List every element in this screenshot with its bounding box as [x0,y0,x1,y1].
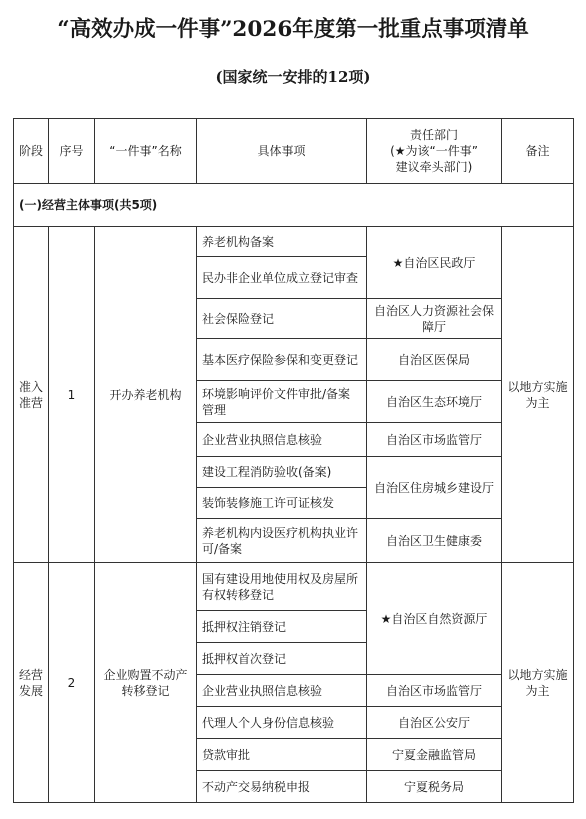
group1-no: 1 [49,227,95,563]
group2-item: 企业营业执照信息核验 [197,675,367,707]
group2-remark: 以地方实施为主 [502,563,574,803]
group1-item: 装饰装修施工许可证核发 [197,488,367,519]
group1-remark: 以地方实施为主 [502,227,574,563]
group2-no: 2 [49,563,95,803]
group1-item: 民办非企业单位成立登记审查 [197,257,367,299]
group1-item: 社会保险登记 [197,299,367,339]
section-title: (一)经营主体事项(共5项) [14,184,574,227]
section-row [14,184,574,227]
group2-dept: 自治区市场监管厅 [367,675,502,707]
matters-table [13,118,574,803]
group1-dept: 自治区生态环境厅 [367,381,502,423]
group2-item: 抵押权首次登记 [197,643,367,675]
group1-name: 开办养老机构 [95,227,197,563]
header-name: “一件事”名称 [95,119,197,184]
group2-stage: 经营发展 [14,563,49,803]
table-row [14,227,574,257]
header-item: 具体事项 [197,119,367,184]
header-dept-line1: 责任部门 [409,128,458,142]
group2-item: 不动产交易纳税申报 [197,771,367,803]
group1-stage: 准入准营 [14,227,49,563]
group2-item: 抵押权注销登记 [197,611,367,643]
group2-dept: ★自治区自然资源厅 [367,563,502,675]
header-dept-line3: 建议牵头部门) [395,160,473,174]
header-dept [367,119,502,184]
group2-item: 贷款审批 [197,739,367,771]
header-dept-line2: (★为该“一件事” [390,144,478,158]
header-stage: 阶段 [14,119,49,184]
group2-dept: 宁夏金融监管局 [367,739,502,771]
header-remark: 备注 [502,119,574,184]
group1-item: 养老机构备案 [197,227,367,257]
group2-item: 代理人个人身份信息核验 [197,707,367,739]
group1-dept: 自治区人力资源社会保障厅 [367,299,502,339]
header-no: 序号 [49,119,95,184]
document-subtitle: (国家统一安排的12项) [215,68,371,86]
group1-dept: 自治区市场监管厅 [367,423,502,457]
group1-item: 建设工程消防验收(备案) [197,457,367,488]
group1-dept: 自治区医保局 [367,339,502,381]
document-title: “高效办成一件事”2026年度第一批重点事项清单 [57,17,529,42]
group1-dept: 自治区卫生健康委 [367,519,502,563]
group2-dept: 自治区公安厅 [367,707,502,739]
group1-item: 环境影响评价文件审批/备案管理 [197,381,367,423]
group2-dept: 宁夏税务局 [367,771,502,803]
group2-item: 国有建设用地使用权及房屋所有权转移登记 [197,563,367,611]
group1-item: 养老机构内设医疗机构执业许可/备案 [197,519,367,563]
table-row [14,563,574,611]
group1-item: 基本医疗保险参保和变更登记 [197,339,367,381]
group1-dept: ★自治区民政厅 [367,227,502,299]
header-row [14,119,574,184]
group1-dept: 自治区住房城乡建设厅 [367,457,502,519]
group1-item: 企业营业执照信息核验 [197,423,367,457]
group2-name: 企业购置不动产转移登记 [95,563,197,803]
